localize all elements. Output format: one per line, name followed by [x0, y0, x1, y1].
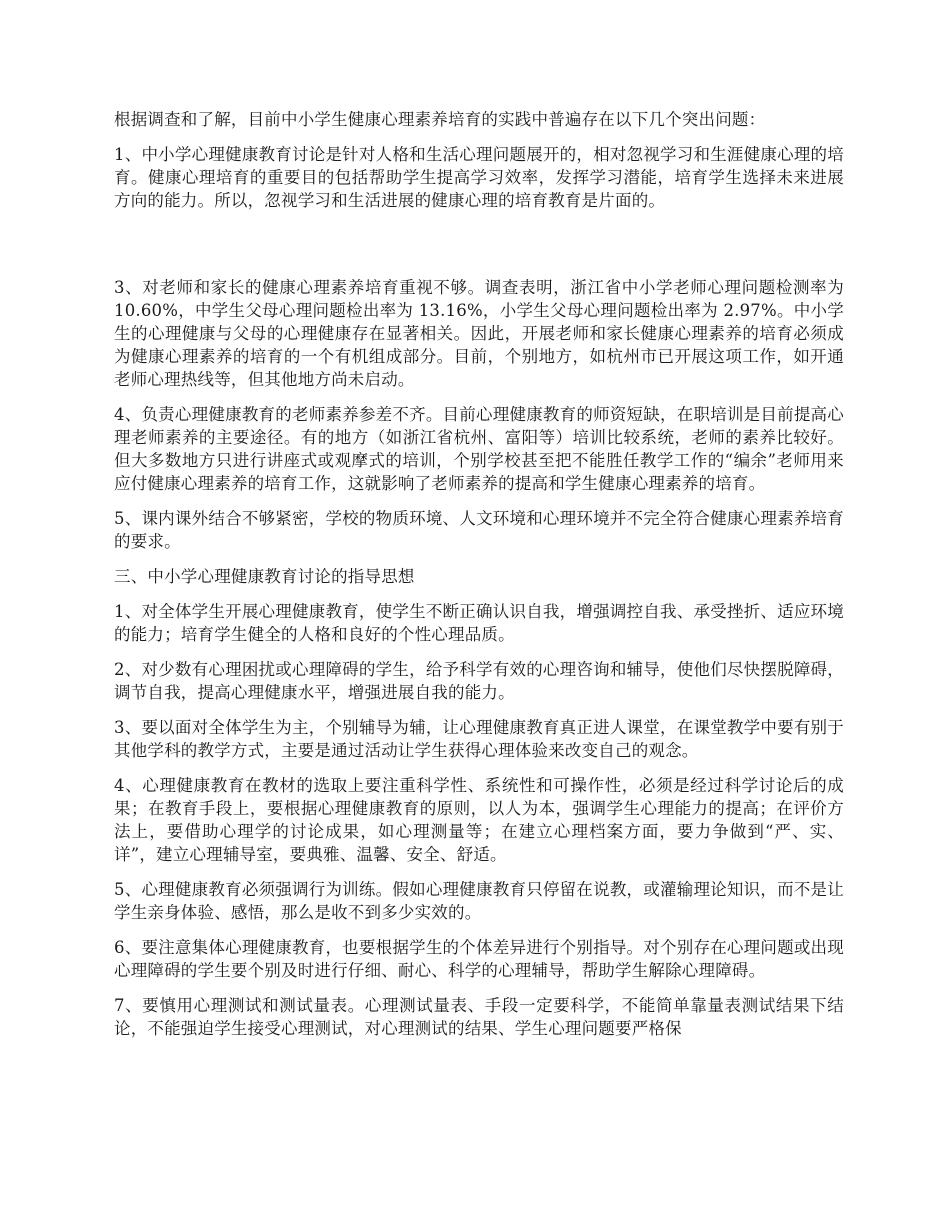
problem-4-paragraph: 4、负责心理健康教育的老师素养参差不齐。目前心理健康教育的师资短缺，在职培训是目前提高心理老师素养的主要途径。有的地方（如浙江省杭州、富阳等）培训比较系统，老师的素养比较好。但大多数地方只进行讲座式或观摩式的培训，个别学校甚至把不能胜任教学工作的“编余”老师用来应付健康心理素养的培育工作，这就影响了老师素养的提高和学生健康心理素养的培育。	[114, 405, 844, 493]
section-heading: 三、中小学心理健康教育讨论的指导思想	[114, 567, 415, 586]
document-page	[114, 108, 844, 1052]
problem-3-paragraph: 3、对老师和家长的健康心理素养培育重视不够。调查表明，浙江省中小学老师心理问题检测率为 10.60%，中学生父母心理问题检出率为 13.16%，小学生父母心理问题检出率为 2.97%。中小学生的心理健康与父母的心理健康存在显著相关。因此，开展老师和家长健康心理素养的培育必须成为健康心理素养的培育的一个有机组成部分。目前，个别地方，如杭州市已开展这项工作，如开通老师心理热线等，但其他地方尚未启动。	[114, 278, 844, 389]
guideline-5-paragraph: 5、心理健康教育必须强调行为训练。假如心理健康教育只停留在说教，或灌输理论知识，而不是让学生亲身体验、感悟，那么是收不到多少实效的。	[114, 880, 844, 922]
guideline-4-paragraph: 4、心理健康教育在教材的选取上要注重科学性、系统性和可操作性，必须是经过科学讨论后的成果；在教育手段上，要根据心理健康教育的原则，以人为本，强调学生心理能力的提高；在评价方法上，要借助心理学的讨论成果，如心理测量等；在建立心理档案方面，要力争做到“严、实、详”，建立心理辅导室，要典雅、温馨、安全、舒适。	[114, 776, 844, 864]
guideline-3-paragraph: 3、要以面对全体学生为主，个别辅导为辅，让心理健康教育真正进人课堂，在课堂教学中要有别于其他学科的教学方式，主要是通过活动让学生获得心理体验来改变自己的观念。	[114, 718, 844, 760]
guideline-1-paragraph: 1、对全体学生开展心理健康教育，使学生不断正确认识自我，增强调控自我、承受挫折、适应环境的能力；培育学生健全的人格和良好的个性心理品质。	[114, 602, 844, 644]
intro-paragraph: 根据调查和了解，目前中小学生健康心理素养培育的实践中普遍存在以下几个突出问题：	[114, 110, 766, 129]
guideline-2-paragraph: 2、对少数有心理困扰或心理障碍的学生，给予科学有效的心理咨询和辅导，使他们尽快摆脱障碍，调节自我，提高心理健康水平，增强进展自我的能力。	[114, 660, 844, 702]
guideline-7-paragraph: 7、要慎用心理测试和测试量表。心理测试量表、手段一定要科学，不能简单靠量表测试结果下结论，不能强迫学生接受心理测试，对心理测试的结果、学生心理问题要严格保	[114, 996, 844, 1038]
problem-5-paragraph: 5、课内课外结合不够紧密，学校的物质环境、人文环境和心理环境并不完全符合健康心理素养培育的要求。	[114, 509, 844, 551]
problem-1-paragraph: 1、中小学心理健康教育讨论是针对人格和生活心理问题展开的，相对忽视学习和生涯健康心理的培育。健康心理培育的重要目的包括帮助学生提高学习效率，发挥学习潜能，培育学生选择未来进展方向的能力。所以，忽视学习和生活进展的健康心理的培育教育是片面的。	[114, 145, 844, 210]
blank-gap	[114, 224, 844, 276]
guideline-6-paragraph: 6、要注意集体心理健康教育，也要根据学生的个体差异进行个别指导。对个别存在心理问题或出现心理障碍的学生要个别及时进行仔细、耐心、科学的心理辅导，帮助学生解除心理障碍。	[114, 938, 844, 980]
